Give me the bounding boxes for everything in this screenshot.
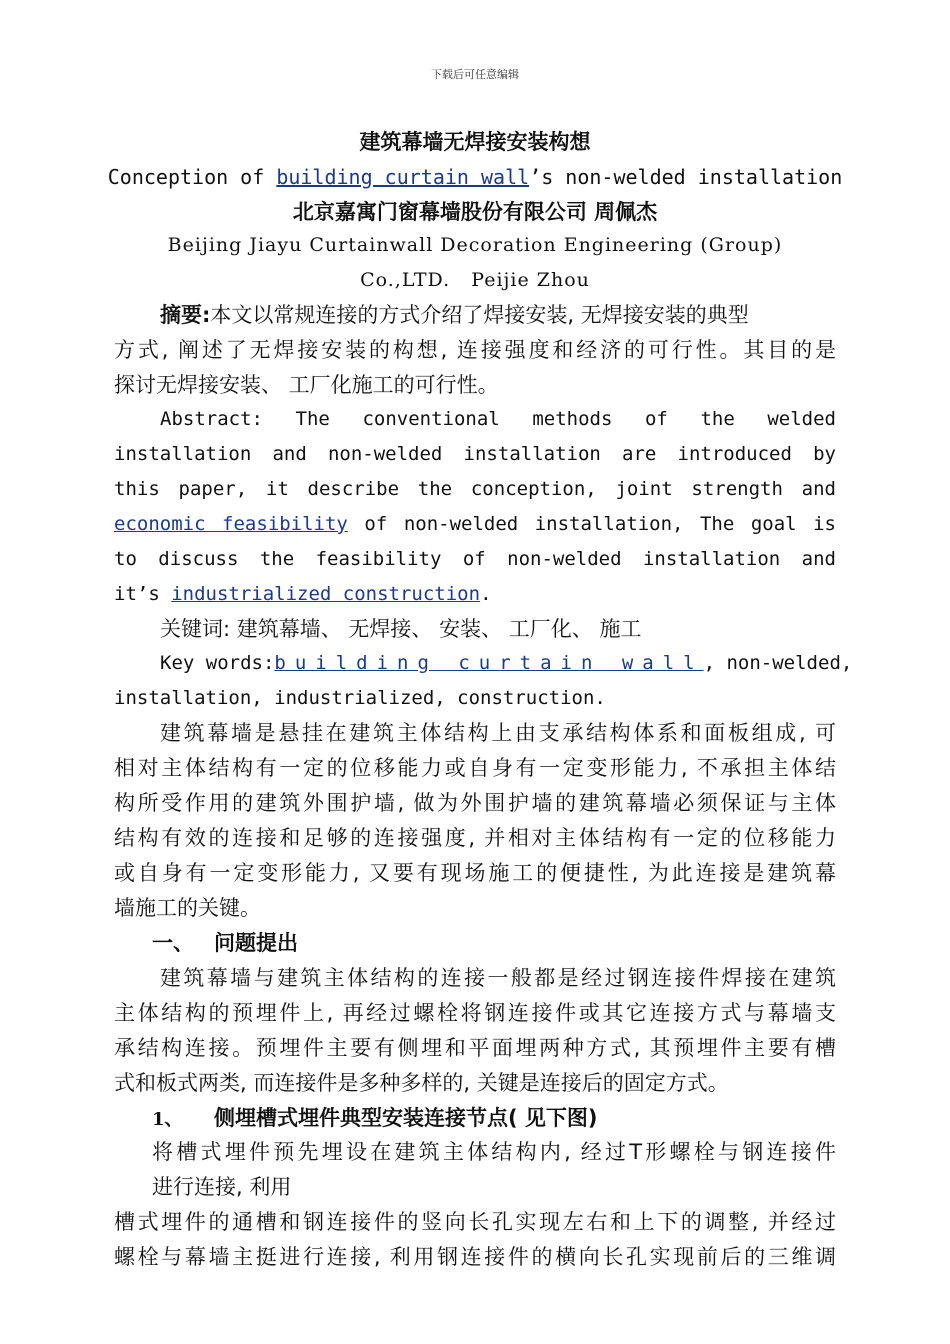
abstract-en-line-6-prefix: it’s <box>114 583 172 605</box>
intro-line-3: 构所受作用的建筑外围护墙, 做为外围护墙的建筑幕墙必须保证与主体 <box>114 791 836 815</box>
section-1-line-3: 承结构连接。预埋件主要有侧埋和平面埋两种方式, 其预埋件主要有槽 <box>114 1036 836 1060</box>
abstract-cn-text-1: 本文以常规连接的方式介绍了焊接安装, 无焊接安装的典型 <box>210 303 749 327</box>
page-header: 下载后可任意编辑 <box>431 68 519 81</box>
title-en-link[interactable]: building curtain wall <box>276 165 530 189</box>
section-1-line-2: 主体结构的预埋件上, 再经过螺栓将钢连接件或其它连接方式与幕墙支 <box>114 1001 836 1025</box>
abstract-en-line-6-suffix: . <box>480 583 492 605</box>
subsection-1-title: 侧埋槽式埋件典型安装连接节点( 见下图) <box>214 1106 598 1130</box>
abstract-cn-line-1 <box>114 298 836 333</box>
subsection-1-line-4: 螺栓与幕墙主挺进行连接, 利用钢连接件的横向长孔实现前后的三维调 <box>114 1245 836 1269</box>
keywords-cn: 关键词: 建筑幕墙、 无焊接、 安装、 工厂化、 施工 <box>160 617 642 641</box>
abstract-en-line-1: Abstract: The conventional methods of the welded <box>160 408 836 430</box>
section-1-title: 问题提出 <box>214 931 298 955</box>
intro-line-4: 结构有效的连接和足够的连接强度, 并相对主体结构有一定的位移能力 <box>114 826 836 850</box>
industrialized-construction-link[interactable]: industrialized construction <box>171 583 481 605</box>
abstract-en-line-6 <box>114 577 836 612</box>
title-en-prefix: Conception of <box>107 165 277 189</box>
title-cn: 建筑幕墙无焊接安装构想 <box>359 130 591 154</box>
abstract-en-line-4 <box>114 507 836 542</box>
abstract-en-line-5: to discuss the feasibility of non-welded installation and <box>114 548 836 570</box>
abstract-cn-line-2: 方式, 阐述了无焊接安装的构想, 连接强度和经济的可行性。其目的是 <box>114 338 836 362</box>
subsection-1-heading <box>114 1101 836 1137</box>
title-en <box>0 160 950 195</box>
intro-line-2: 相对主体结构有一定的位移能力或自身有一定变形能力, 不承担主体结 <box>114 756 836 780</box>
subsection-1-line-1: 将槽式埋件预先埋设在建筑主体结构内, 经过T形螺栓与钢连接件 <box>152 1140 836 1164</box>
subsection-1-line-2: 进行连接, 利用 <box>152 1175 292 1199</box>
affiliation-line-2: Co.,LTD. Peijie Zhou <box>360 269 590 291</box>
keywords-en-line-2: installation, industrialized, construction. <box>114 687 606 709</box>
abstract-en-line-2: installation and non-welded installation are introduced by <box>114 443 836 465</box>
abstract-en-line-4-rest: of non-welded installation, The goal is <box>347 513 836 535</box>
affiliation-line-1: Beijing Jiayu Curtainwall Decoration Engineering (Group) <box>167 234 783 256</box>
keywords-en-label: Key words: <box>160 652 275 674</box>
section-1-heading <box>114 926 836 961</box>
title-en-suffix: ’s non-welded installation <box>529 165 843 189</box>
intro-line-6: 墙施工的关键。 <box>114 896 261 920</box>
keywords-building-curtain-wall-link[interactable]: building curtain wall <box>274 652 704 674</box>
intro-line-5: 或自身有一定变形能力, 又要有现场施工的便捷性, 为此连接是建筑幕 <box>114 861 836 885</box>
subsection-1-number: 1、 <box>152 1109 183 1130</box>
section-1-number: 一、 <box>152 931 194 955</box>
keywords-en-rest: , non-welded, <box>703 652 853 674</box>
abstract-en-line-3: this paper, it describe the conception, joint strength and <box>114 478 836 500</box>
section-1-line-1: 建筑幕墙与建筑主体结构的连接一般都是经过钢连接件焊接在建筑 <box>160 966 836 990</box>
abstract-cn-label: 摘要: <box>160 303 211 327</box>
author-cn: 北京嘉寓门窗幕墙股份有限公司 周佩杰 <box>292 200 658 224</box>
subsection-1-line-3: 槽式埋件的通槽和钢连接件的竖向长孔实现左右和上下的调整, 并经过 <box>114 1210 836 1234</box>
economic-feasibility-link[interactable]: economic feasibility <box>114 513 348 535</box>
keywords-en-line-1 <box>114 646 853 681</box>
intro-line-1: 建筑幕墙是悬挂在建筑主体结构上由支承结构体系和面板组成, 可 <box>160 721 836 745</box>
abstract-cn-line-3: 探讨无焊接安装、 工厂化施工的可行性。 <box>114 373 499 397</box>
section-1-line-4: 式和板式两类, 而连接件是多种多样的, 关键是连接后的固定方式。 <box>114 1071 729 1095</box>
